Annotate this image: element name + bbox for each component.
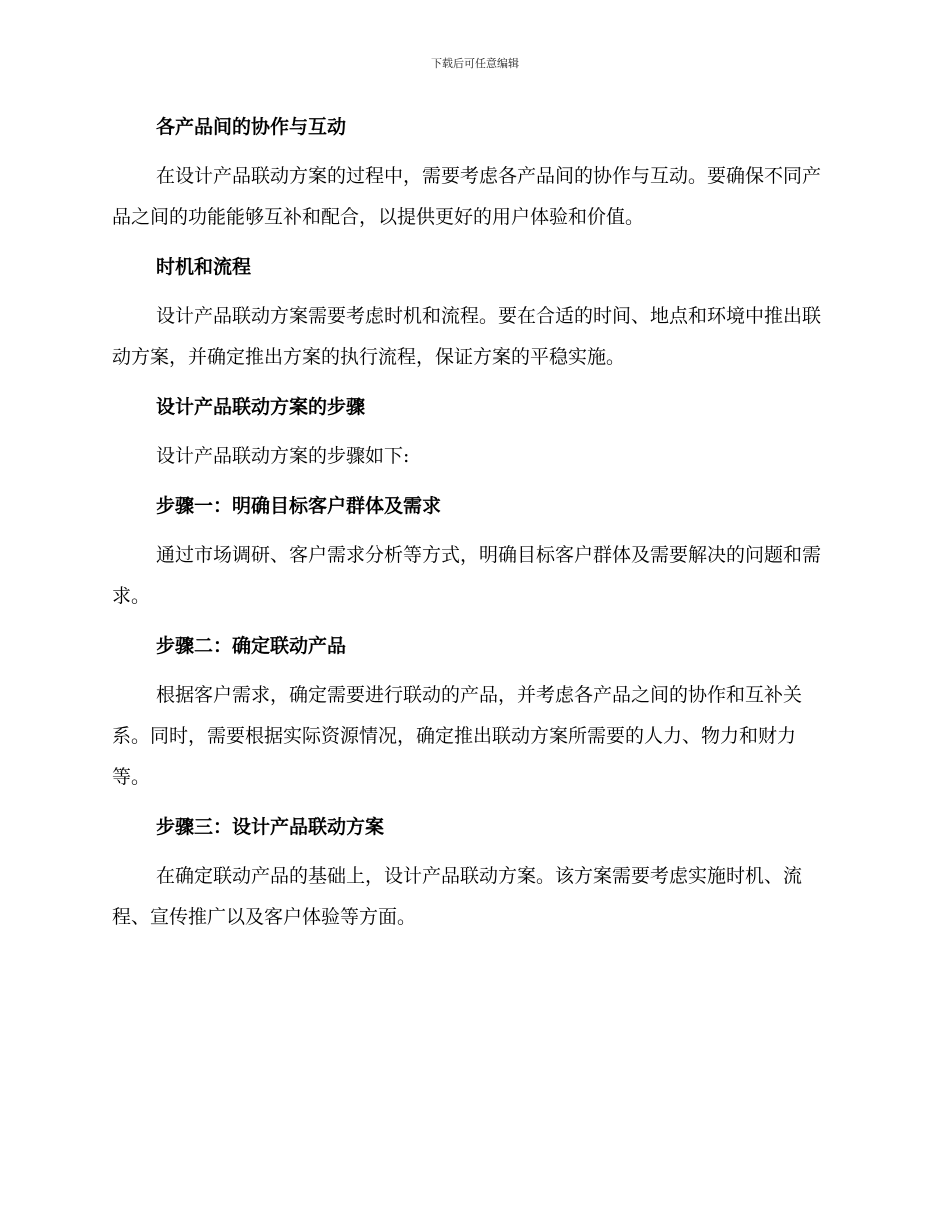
body-paragraph: 设计产品联动方案需要考虑时机和流程。要在合适的时间、地点和环境中推出联动方案，并确定推出方案的执行流程，保证方案的平稳实施。	[112, 305, 822, 368]
body-paragraph: 在确定联动产品的基础上，设计产品联动方案。该方案需要考虑实施时机、流程、宣传推广以及客户体验等方面。	[112, 865, 803, 928]
page-header: 下载后可任意编辑	[431, 57, 519, 70]
body-paragraph: 通过市场调研、客户需求分析等方式，明确目标客户群体及需要解决的问题和需求。	[112, 544, 822, 607]
step-heading: 步骤二：确定联动产品	[156, 635, 347, 657]
section-heading: 各产品间的协作与互动	[156, 116, 347, 138]
document-body	[112, 112, 832, 938]
body-paragraph: 在设计产品联动方案的过程中，需要考虑各产品间的协作与互动。要确保不同产品之间的功能能够互补和配合，以提供更好的用户体验和价值。	[112, 165, 822, 228]
body-paragraph: 设计产品联动方案的步骤如下:	[156, 445, 410, 467]
body-paragraph: 根据客户需求，确定需要进行联动的产品，并考虑各产品之间的协作和互补关系。同时，需要根据实际资源情况，确定推出联动方案所需要的人力、物力和财力等。	[112, 684, 803, 788]
section-heading: 时机和流程	[156, 256, 252, 278]
section-heading: 设计产品联动方案的步骤	[156, 396, 366, 418]
step-heading: 步骤一：明确目标客户群体及需求	[156, 495, 442, 517]
step-heading: 步骤三：设计产品联动方案	[156, 816, 385, 838]
